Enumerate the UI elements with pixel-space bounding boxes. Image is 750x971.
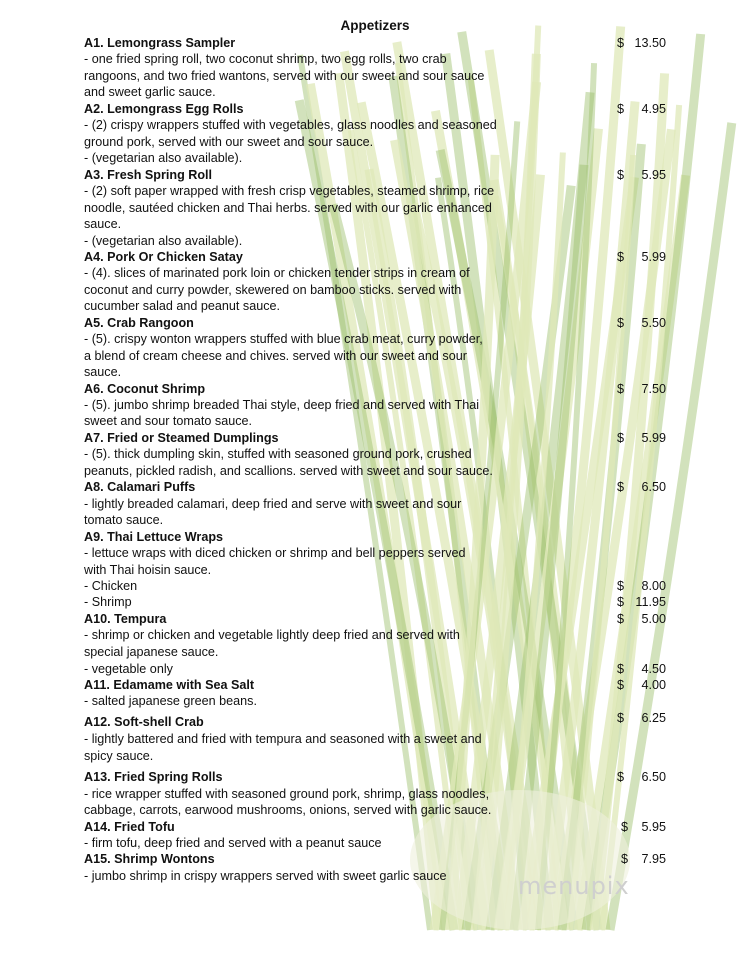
item-name: A3. Fresh Spring Roll bbox=[84, 168, 213, 182]
item-name: A12. Soft-shell Crab bbox=[84, 715, 204, 729]
currency-symbol: $ bbox=[617, 168, 625, 182]
currency-symbol: $ bbox=[617, 382, 625, 396]
currency-symbol: $ bbox=[617, 36, 625, 50]
price-amount: 13.50 bbox=[634, 36, 666, 50]
item-description: - (2) crispy wrappers stuffed with vegetables, glass noodles and seasoned bbox=[84, 118, 497, 132]
currency-symbol: $ bbox=[617, 711, 625, 725]
currency-symbol: $ bbox=[617, 770, 625, 784]
price bbox=[617, 35, 666, 51]
item-description: - jumbo shrimp in crispy wrappers served with sweet garlic sauce bbox=[84, 869, 447, 883]
item-description: - shrimp or chicken and vegetable lightly deep fried and served with bbox=[84, 628, 460, 642]
price-amount: 11.95 bbox=[635, 595, 666, 609]
price bbox=[617, 710, 666, 726]
currency-symbol: $ bbox=[617, 678, 625, 692]
item-description: noodle, sautéed chicken and Thai herbs. served with our garlic enhanced bbox=[84, 201, 492, 215]
item-description: sauce. bbox=[84, 217, 122, 231]
price bbox=[617, 101, 666, 117]
item-description: with Thai hoisin sauce. bbox=[84, 563, 212, 577]
item-description: tomato sauce. bbox=[84, 513, 164, 527]
item-description: - (vegetarian also available). bbox=[84, 151, 243, 165]
item-description: peanuts, pickled radish, and scallions. served with sweet and sour sauce. bbox=[84, 464, 493, 478]
item-description: sweet and sour tomato sauce. bbox=[84, 414, 253, 428]
item-description: - firm tofu, deep fried and served with a peanut sauce bbox=[84, 836, 382, 850]
price-amount: 7.95 bbox=[641, 852, 666, 866]
item-description: cabbage, carrots, earwood mushrooms, onions, served with garlic sauce. bbox=[84, 803, 492, 817]
item-option: - vegetable only bbox=[84, 662, 173, 676]
price-amount: 5.99 bbox=[641, 250, 666, 264]
price bbox=[617, 611, 666, 627]
item-description: and sweet garlic sauce. bbox=[84, 85, 216, 99]
item-option: - Shrimp bbox=[84, 595, 132, 609]
item-option: - Chicken bbox=[84, 579, 138, 593]
item-description: - (4). slices of marinated pork loin or chicken tender strips in cream of bbox=[84, 266, 470, 280]
item-description: ground pork, served with our sweet and sour sauce. bbox=[84, 135, 374, 149]
item-name: A1. Lemongrass Sampler bbox=[84, 36, 236, 50]
price-amount: 5.99 bbox=[641, 431, 666, 445]
item-name: A10. Tempura bbox=[84, 612, 167, 626]
item-description: - rice wrapper stuffed with seasoned ground pork, shrimp, glass noodles, bbox=[84, 787, 490, 801]
price-amount: 6.50 bbox=[641, 770, 666, 784]
price-amount: 4.50 bbox=[641, 662, 666, 676]
price-amount: 5.95 bbox=[641, 168, 666, 182]
item-description: - (vegetarian also available). bbox=[84, 234, 243, 248]
price bbox=[617, 167, 666, 183]
price bbox=[621, 851, 666, 867]
item-name: A5. Crab Rangoon bbox=[84, 316, 194, 330]
item-description: spicy sauce. bbox=[84, 749, 154, 763]
item-name: A9. Thai Lettuce Wraps bbox=[84, 530, 224, 544]
currency-symbol: $ bbox=[617, 250, 625, 264]
price bbox=[617, 430, 666, 446]
item-description: - lettuce wraps with diced chicken or shrimp and bell peppers served bbox=[84, 546, 466, 560]
price bbox=[617, 594, 666, 610]
price bbox=[617, 677, 666, 693]
price-amount: 8.00 bbox=[641, 579, 666, 593]
currency-symbol: $ bbox=[617, 316, 625, 330]
currency-symbol: $ bbox=[617, 579, 625, 593]
currency-symbol: $ bbox=[617, 102, 625, 116]
item-name: A4. Pork Or Chicken Satay bbox=[84, 250, 243, 264]
item-name: A14. Fried Tofu bbox=[84, 820, 175, 834]
price bbox=[617, 479, 666, 495]
item-description: cucumber salad and peanut sauce. bbox=[84, 299, 281, 313]
item-description: rangoons, and two fried wantons, served with our sweet and sour sauce bbox=[84, 69, 485, 83]
price-amount: 6.50 bbox=[641, 480, 666, 494]
item-description: - (5). thick dumpling skin, stuffed with seasoned ground pork, crushed bbox=[84, 447, 472, 461]
price-amount: 7.50 bbox=[641, 382, 666, 396]
currency-symbol: $ bbox=[621, 820, 629, 834]
price-amount: 5.00 bbox=[641, 612, 666, 626]
price-amount: 5.95 bbox=[641, 820, 666, 834]
price-amount: 4.00 bbox=[641, 678, 666, 692]
price-amount: 6.25 bbox=[641, 711, 666, 725]
item-name: A2. Lemongrass Egg Rolls bbox=[84, 102, 244, 116]
item-description: - lightly breaded calamari, deep fried and serve with sweet and sour bbox=[84, 497, 462, 511]
price-amount: 5.50 bbox=[641, 316, 666, 330]
item-description: a blend of cream cheese and chives. served with our sweet and sour bbox=[84, 349, 467, 363]
price bbox=[621, 819, 666, 835]
price bbox=[617, 769, 666, 785]
price-amount: 4.95 bbox=[641, 102, 666, 116]
item-description: - (2) soft paper wrapped with fresh crisp vegetables, steamed shrimp, rice bbox=[84, 184, 495, 198]
item-description: coconut and curry powder, skewered on bamboo sticks. served with bbox=[84, 283, 462, 297]
item-description: - salted japanese green beans. bbox=[84, 694, 257, 708]
currency-symbol: $ bbox=[617, 662, 625, 676]
currency-symbol: $ bbox=[617, 431, 625, 445]
item-description: - (5). crispy wonton wrappers stuffed with blue crab meat, curry powder, bbox=[84, 332, 483, 346]
item-name: A15. Shrimp Wontons bbox=[84, 852, 215, 866]
price bbox=[617, 315, 666, 331]
item-name: A13. Fried Spring Rolls bbox=[84, 770, 223, 784]
item-name: A6. Coconut Shrimp bbox=[84, 382, 206, 396]
item-description: special japanese sauce. bbox=[84, 645, 219, 659]
item-description: - (5). jumbo shrimp breaded Thai style, deep fried and served with Thai bbox=[84, 398, 480, 412]
currency-symbol: $ bbox=[617, 612, 625, 626]
price bbox=[617, 661, 666, 677]
section-title: Appetizers bbox=[340, 18, 410, 33]
item-name: A8. Calamari Puffs bbox=[84, 480, 196, 494]
currency-symbol: $ bbox=[621, 852, 629, 866]
price bbox=[617, 578, 666, 594]
item-description: - lightly battered and fried with tempura and seasoned with a sweet and bbox=[84, 732, 482, 746]
menupix-watermark: menupix bbox=[518, 872, 630, 900]
currency-symbol: $ bbox=[617, 480, 625, 494]
item-name: A7. Fried or Steamed Dumplings bbox=[84, 431, 279, 445]
price bbox=[617, 249, 666, 265]
item-description: - one fried spring roll, two coconut shrimp, two egg rolls, two crab bbox=[84, 52, 447, 66]
item-description: sauce. bbox=[84, 365, 122, 379]
item-name: A11. Edamame with Sea Salt bbox=[84, 678, 255, 692]
price bbox=[617, 381, 666, 397]
currency-symbol: $ bbox=[617, 595, 625, 609]
